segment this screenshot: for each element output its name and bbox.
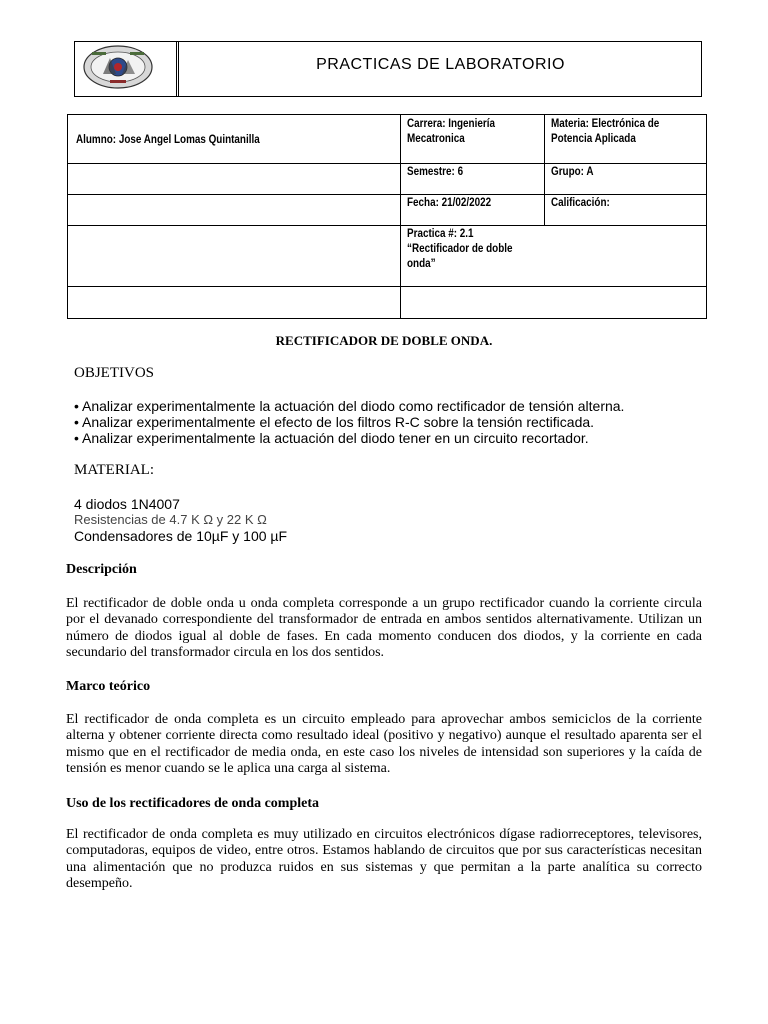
group-field: Grupo: A bbox=[551, 166, 594, 178]
description-heading: Descripción bbox=[66, 562, 137, 577]
uses-paragraph: El rectificador de onda completa es muy utilizado en circuitos electrónicos dígase radiorreceptores, televisores, computadoras, equipos de video, entre otros. Estamos hablando de circuitos que por sus características necesitan una alimentación que no produzca ruidos en sus sistemas y que permitan a la parte analítica su correcto desempeño. bbox=[66, 827, 702, 891]
grade-field: Calificación: bbox=[551, 197, 610, 209]
uses-heading: Uso de los rectificadores de onda completa bbox=[66, 796, 320, 811]
description-paragraph: El rectificador de doble onda u onda completa corresponde a un grupo rectificador cuando la corriente circula por el devanado correspondiente del transformador de entrada en ambos sentidos alternativamente. Utilizan un número de diodos igual al doble de fases. En cada momento conducen dos diodos, y la corriente en cada secundario del transformador circula en los dos sentidos. bbox=[66, 596, 702, 660]
date-field: Fecha: 21/02/2022 bbox=[407, 197, 492, 209]
objectives-label: OBJETIVOS bbox=[74, 365, 155, 381]
objective-item: • Analizar experimentalmente la actuación del diodo como rectificador de tensión alterna. bbox=[74, 398, 625, 414]
practice-field: Practica #: 2.1 “Rectificador de doble onda” bbox=[407, 228, 513, 270]
document-title: RECTIFICADOR DE DOBLE ONDA. bbox=[275, 333, 493, 348]
table-divider bbox=[68, 163, 706, 164]
material-item: 4 diodos 1N4007 bbox=[74, 496, 180, 512]
table-divider bbox=[544, 115, 545, 226]
institution-seal-logo-icon bbox=[80, 44, 172, 90]
table-divider bbox=[68, 286, 706, 287]
table-divider bbox=[400, 115, 401, 318]
objective-item: • Analizar experimentalmente el efecto de los filtros R-C sobre la tensión rectificada. bbox=[74, 414, 595, 430]
material-item: Resistencias de 4.7 K Ω y 22 K Ω bbox=[74, 512, 267, 527]
material-label: MATERIAL: bbox=[74, 462, 154, 478]
student-name: Alumno: Jose Angel Lomas Quintanilla bbox=[76, 134, 260, 146]
semester-field: Semestre: 6 bbox=[407, 166, 464, 178]
objective-item: • Analizar experimentalmente la actuación del diodo tener en un circuito recortador. bbox=[74, 430, 589, 446]
theory-paragraph: El rectificador de onda completa es un circuito empleado para aprovechar ambos semiciclos de la corriente alterna y obtener corriente directa como resultado ideal (positivo y negativo) aunque el resultado aparenta ser el mismo que en el rectificador de media onda, en este caso los niveles de intensidad son superiores y la caída de tensión es menor cuando se le aplica una carga al sistema. bbox=[66, 712, 702, 776]
material-item: Condensadores de 10µF y 100 µF bbox=[74, 528, 288, 544]
table-divider bbox=[68, 225, 706, 226]
subject-field: Materia: Electrónica de Potencia Aplicada bbox=[551, 118, 660, 145]
theory-heading: Marco teórico bbox=[66, 679, 151, 694]
page-title: PRACTICAS DE LABORATORIO bbox=[316, 56, 565, 73]
table-divider bbox=[68, 194, 706, 195]
career-field: Carrera: Ingeniería Mecatronica bbox=[407, 118, 495, 145]
student-info-table bbox=[67, 114, 707, 319]
